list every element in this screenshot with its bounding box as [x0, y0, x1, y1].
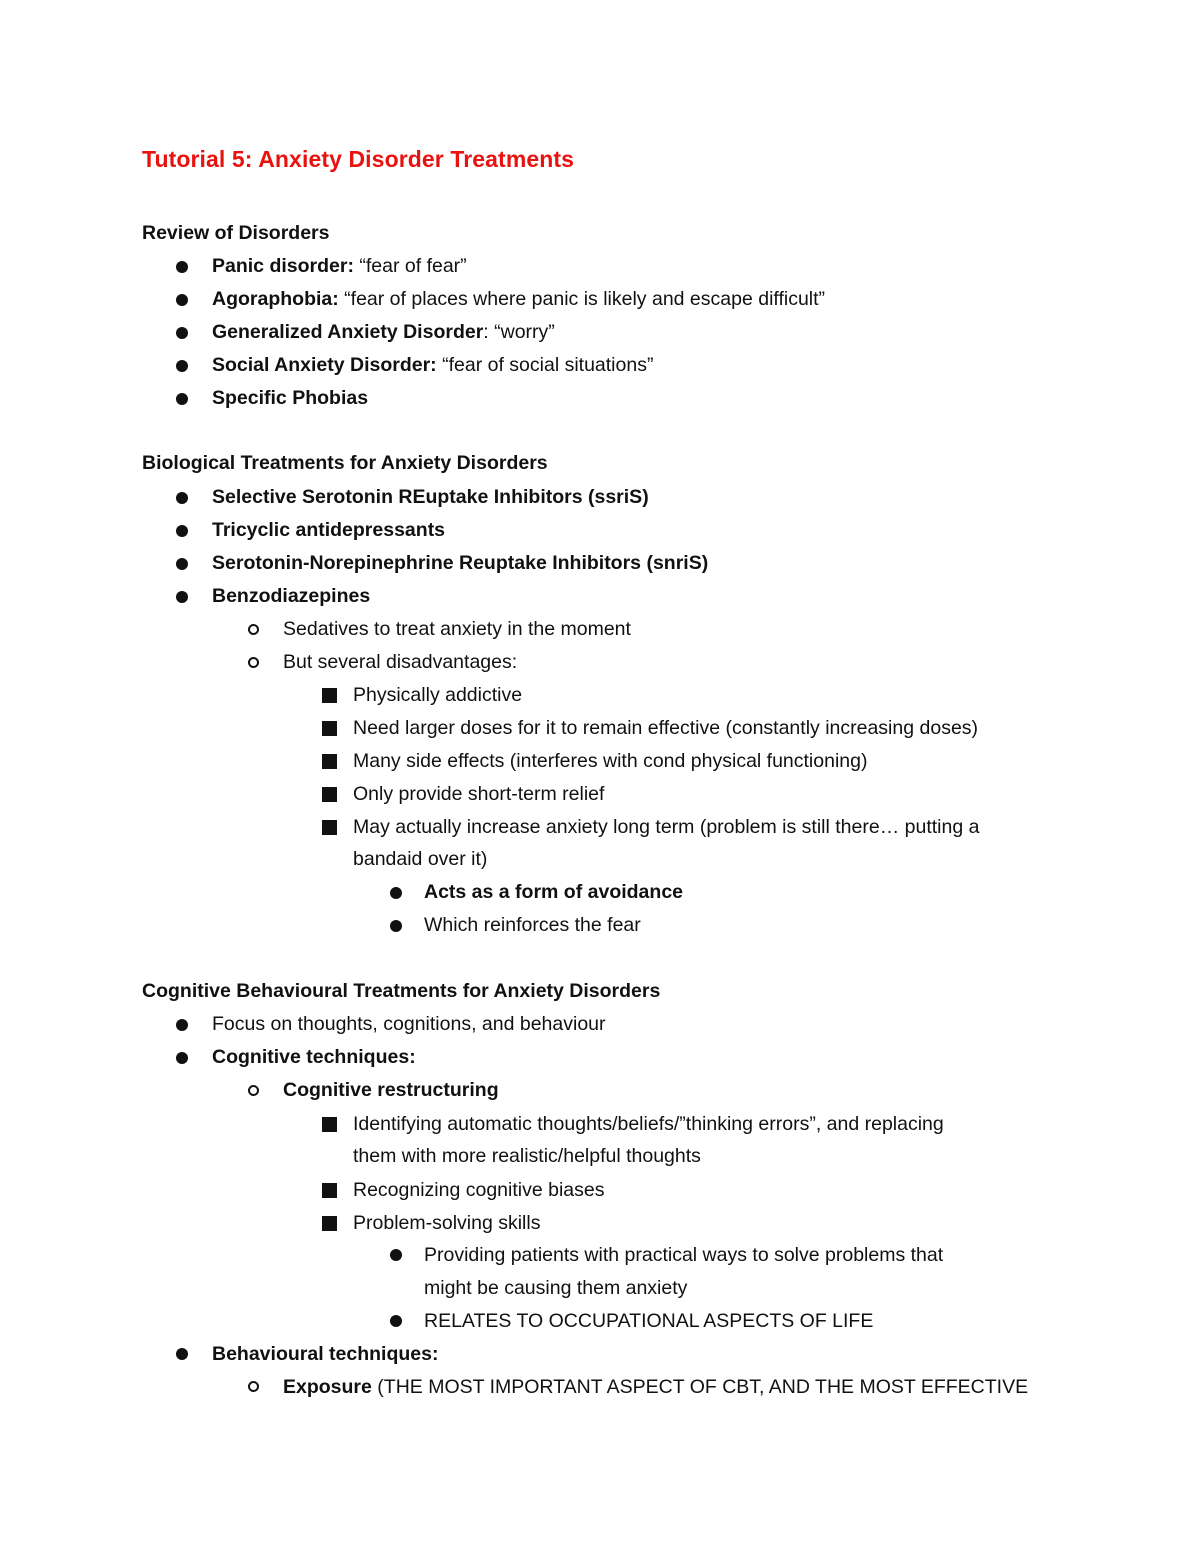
item-text: (THE MOST IMPORTANT ASPECT OF CBT, AND THE MOST EFFECTIVE	[371, 1376, 1029, 1398]
list-item: Acts as a form of avoidance	[424, 881, 684, 903]
bullet-icon	[390, 1315, 402, 1327]
list-item: Problem-solving skills	[353, 1212, 541, 1234]
list-item: RELATES TO OCCUPATIONAL ASPECTS OF LIFE	[424, 1310, 874, 1332]
list-item: Only provide short-term relief	[353, 783, 605, 805]
item-text: “fear of social situations”	[436, 354, 654, 376]
list-item-continuation: might be causing them anxiety	[424, 1277, 688, 1299]
square-bullet-icon	[322, 754, 337, 769]
list-item: Physically addictive	[353, 684, 523, 706]
list-item: Sedatives to treat anxiety in the moment	[283, 618, 631, 640]
list-item: Behavioural techniques:	[212, 1343, 439, 1365]
bullet-icon	[176, 558, 188, 570]
list-item	[212, 254, 467, 278]
bullet-icon	[176, 294, 188, 306]
square-bullet-icon	[322, 820, 337, 835]
square-bullet-icon	[322, 787, 337, 802]
section-heading-review: Review of Disorders	[142, 222, 330, 244]
list-item: Need larger doses for it to remain effective (constantly increasing doses)	[353, 717, 979, 739]
bullet-icon	[390, 887, 402, 899]
square-bullet-icon	[322, 1216, 337, 1231]
bullet-icon	[390, 1249, 402, 1261]
hollow-bullet-icon	[248, 624, 259, 635]
bullet-icon	[176, 492, 188, 504]
section-heading-cbt: Cognitive Behavioural Treatments for Anxiety Disorders	[142, 980, 661, 1002]
list-item: Which reinforces the fear	[424, 914, 641, 936]
list-item: Benzodiazepines	[212, 585, 371, 607]
item-term: Panic disorder:	[212, 255, 354, 277]
page-title: Tutorial 5: Anxiety Disorder Treatments	[142, 146, 575, 172]
bullet-icon	[176, 591, 188, 603]
square-bullet-icon	[322, 1117, 337, 1132]
item-term: Agoraphobia:	[212, 288, 339, 310]
list-item: Cognitive techniques:	[212, 1046, 416, 1068]
list-item-continuation: bandaid over it)	[353, 848, 488, 870]
list-item	[283, 1375, 1028, 1399]
bullet-icon	[176, 1019, 188, 1031]
list-item: Serotonin-Norepinephrine Reuptake Inhibitors (snriS)	[212, 552, 709, 574]
square-bullet-icon	[322, 721, 337, 736]
square-bullet-icon	[322, 688, 337, 703]
item-text: “fear of fear”	[353, 255, 467, 277]
item-text: “fear of places where panic is likely and escape difficult”	[338, 288, 826, 310]
list-item	[212, 287, 825, 311]
list-item: Focus on thoughts, cognitions, and behaviour	[212, 1013, 606, 1035]
item-text: : “worry”	[483, 321, 555, 343]
list-item	[212, 353, 653, 377]
bullet-icon	[176, 393, 188, 405]
item-term: Exposure	[283, 1376, 372, 1398]
bullet-icon	[176, 327, 188, 339]
section-heading-biological: Biological Treatments for Anxiety Disorders	[142, 452, 548, 474]
hollow-bullet-icon	[248, 1085, 259, 1096]
item-term: Specific Phobias	[212, 387, 369, 409]
list-item: Recognizing cognitive biases	[353, 1179, 605, 1201]
bullet-icon	[176, 261, 188, 273]
hollow-bullet-icon	[248, 1381, 259, 1392]
list-item-continuation: them with more realistic/helpful thoughts	[353, 1145, 701, 1167]
item-term: Generalized Anxiety Disorder	[212, 321, 484, 343]
hollow-bullet-icon	[248, 657, 259, 668]
list-item: Selective Serotonin REuptake Inhibitors (ssriS)	[212, 486, 649, 508]
bullet-icon	[176, 1052, 188, 1064]
bullet-icon	[176, 525, 188, 537]
list-item: Many side effects (interferes with cond physical functioning)	[353, 750, 868, 772]
list-item: But several disadvantages:	[283, 651, 518, 673]
list-item: Identifying automatic thoughts/beliefs/”thinking errors”, and replacing	[353, 1113, 944, 1135]
bullet-icon	[176, 360, 188, 372]
list-item	[212, 320, 555, 344]
list-item: Providing patients with practical ways to solve problems that	[424, 1244, 944, 1266]
list-item: Tricyclic antidepressants	[212, 519, 446, 541]
bullet-icon	[390, 920, 402, 932]
square-bullet-icon	[322, 1183, 337, 1198]
list-item: Cognitive restructuring	[283, 1079, 499, 1101]
item-term: Social Anxiety Disorder:	[212, 354, 437, 376]
list-item	[212, 386, 368, 410]
list-item: May actually increase anxiety long term (problem is still there… putting a	[353, 816, 980, 838]
bullet-icon	[176, 1348, 188, 1360]
